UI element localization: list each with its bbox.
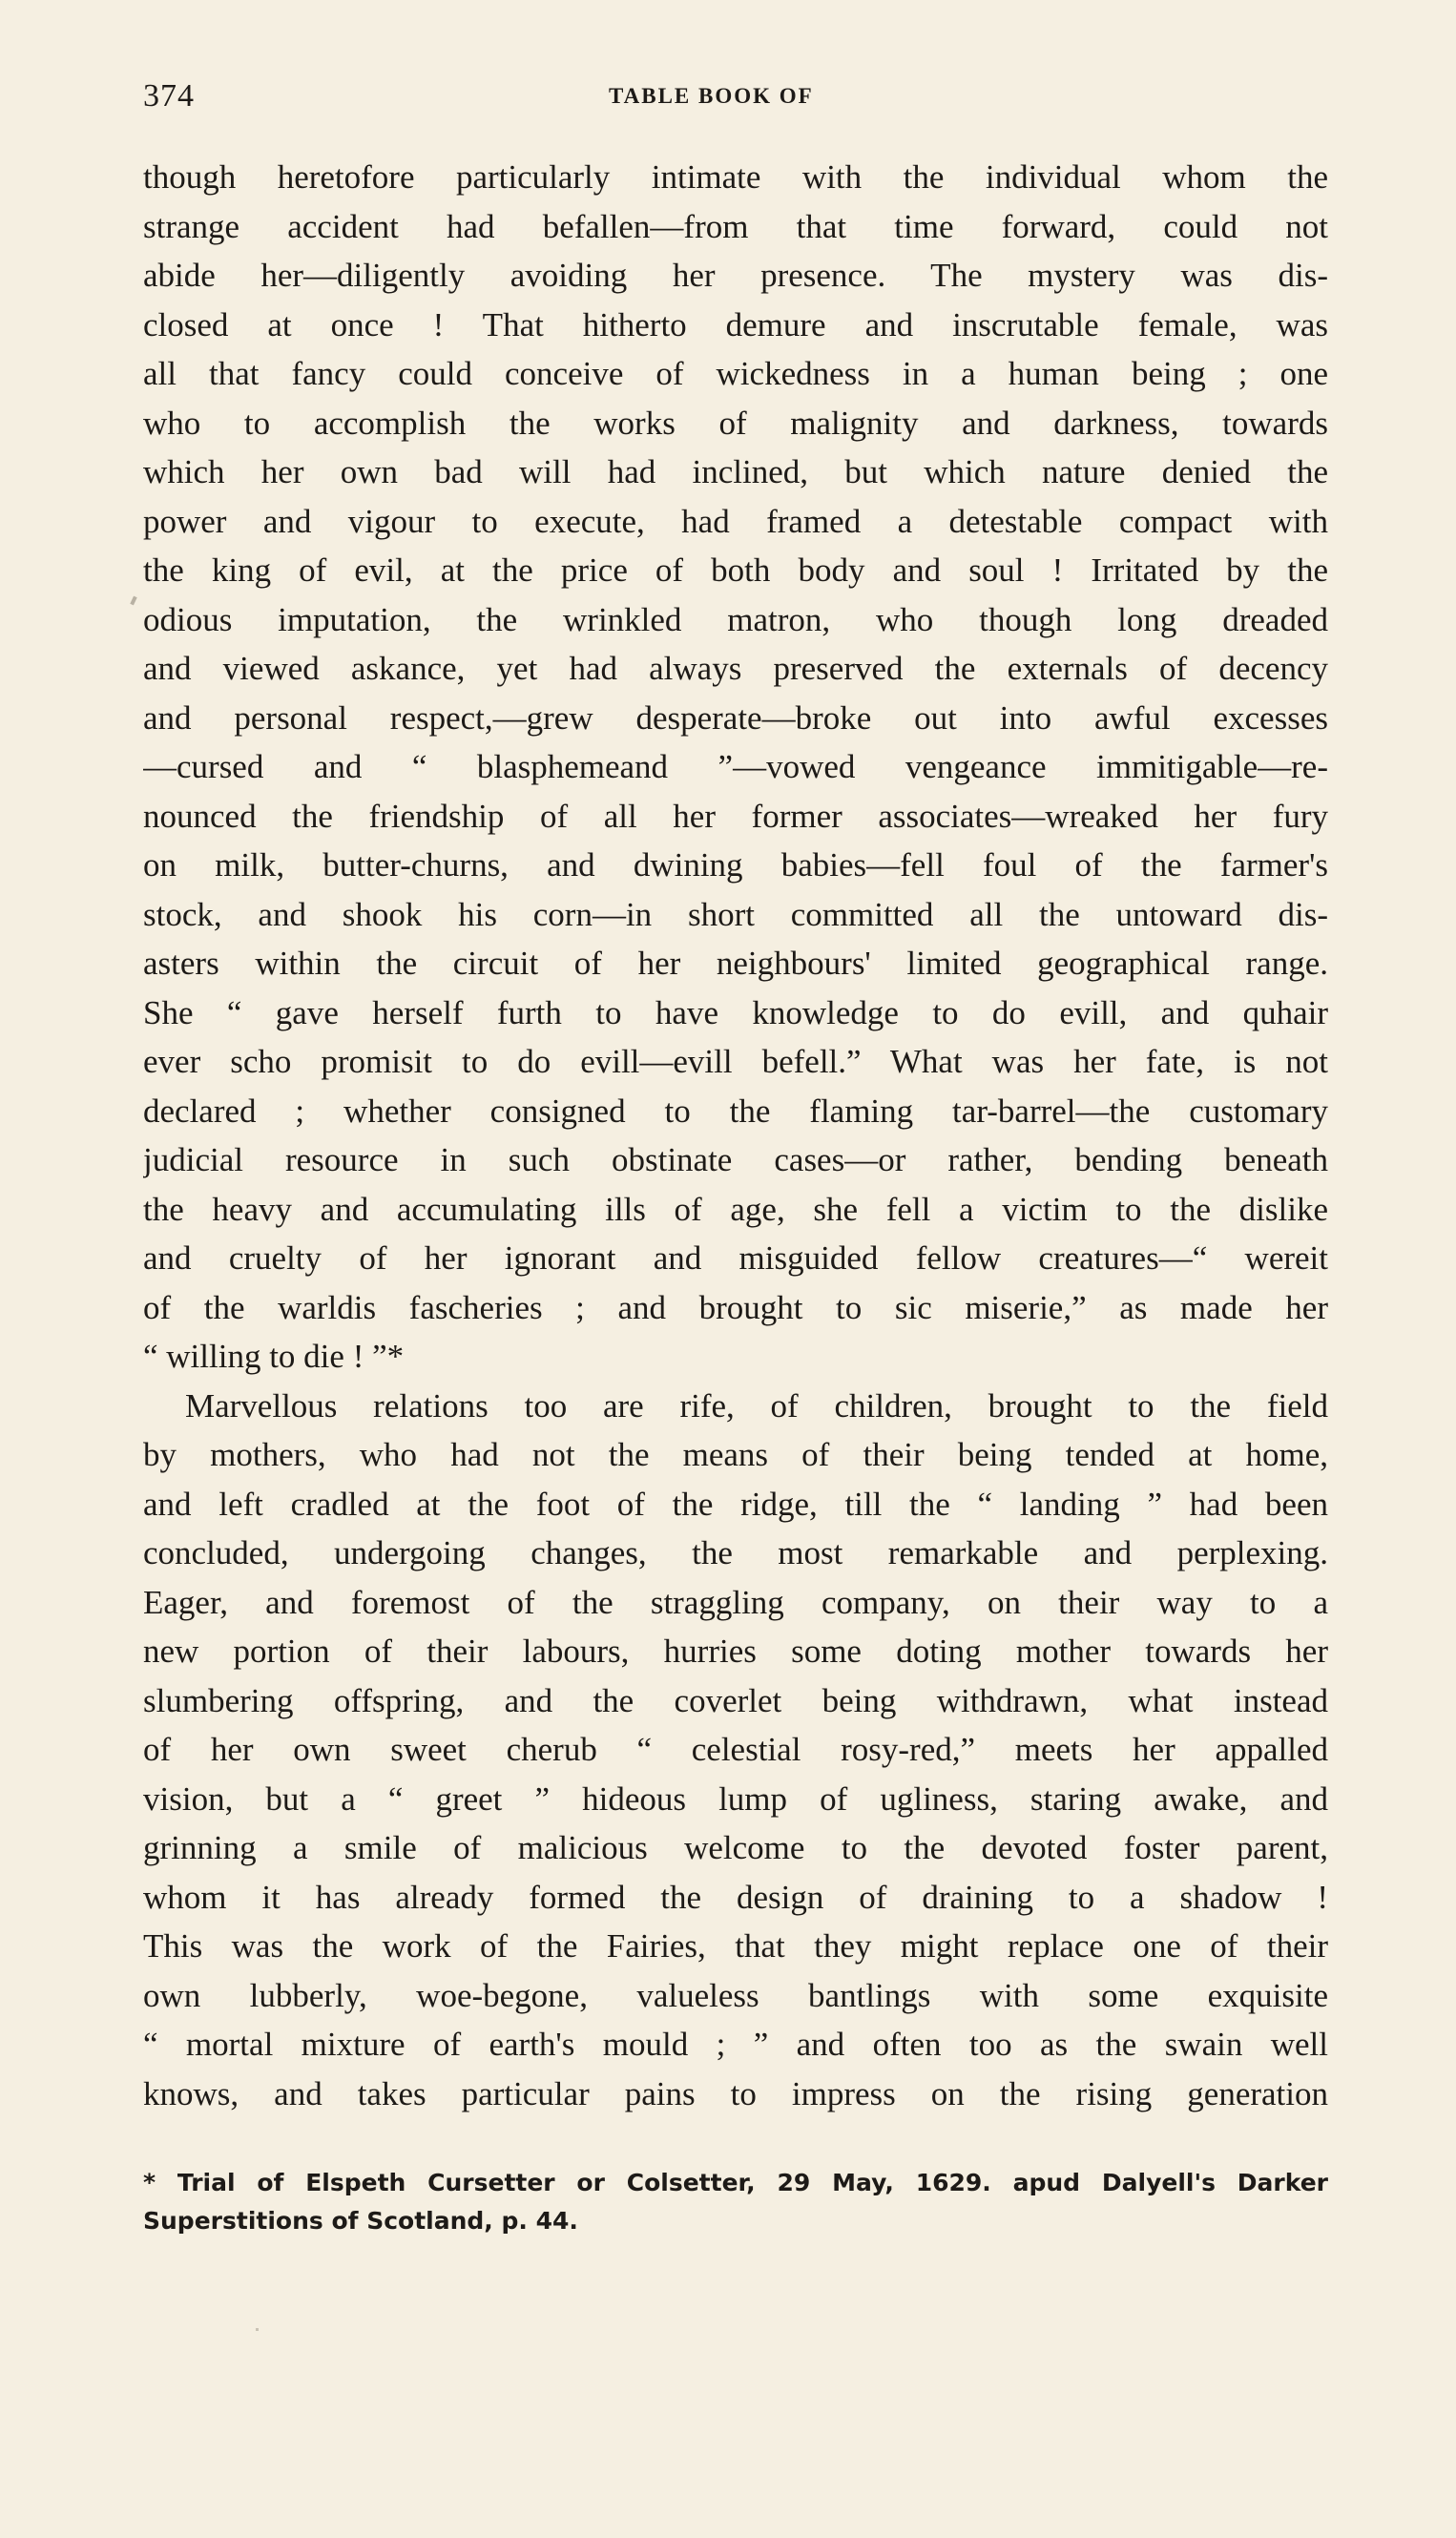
text-line: nounced the friendship of all her former associates—wreaked her fury <box>143 797 1328 835</box>
text-line: knows, and takes particular pains to impress on the rising generation <box>143 2074 1328 2112</box>
paper-speck <box>130 596 136 606</box>
text-line: concluded, undergoing changes, the most remarkable and perplexing. <box>143 1534 1328 1571</box>
text-line: all that fancy could conceive of wickedness in a human being ; one <box>143 355 1328 392</box>
text-line: strange accident had befallen—from that time forward, could not <box>143 207 1328 245</box>
text-line: vision, but a “ greet ” hideous lump of ugliness, staring awake, and <box>143 1779 1328 1818</box>
text-line: stock, and shook his corn—in short committed all the untoward dis- <box>143 895 1328 933</box>
text-line: and cruelty of her ignorant and misguided fellow creatures—“ wereit <box>143 1239 1328 1277</box>
running-head: TABLE BOOK OF <box>609 84 814 108</box>
text-line: Eager, and foremost of the straggling company, on their way to a <box>143 1583 1328 1621</box>
text-line: grinning a smile of malicious welcome to the devoted foster parent, <box>143 1829 1328 1866</box>
text-line: of her own sweet cherub “ celestial rosy-red,” meets her appalled <box>143 1731 1328 1768</box>
text-line: the king of evil, at the price of both body and soul ! Irritated by the <box>143 551 1328 589</box>
paragraph-end-line: “ willing to die ! ”* <box>143 1338 405 1375</box>
text-line: which her own bad will had inclined, but which nature denied the <box>143 453 1328 490</box>
text-line: power and vigour to execute, had framed a detestable compact with <box>143 502 1328 540</box>
text-line: judicial resource in such obstinate cases—or rather, bending beneath <box>143 1141 1328 1178</box>
text-line: by mothers, who had not the means of their being tended at home, <box>143 1436 1328 1473</box>
text-line: new portion of their labours, hurries some doting mother towards her <box>143 1633 1328 1670</box>
text-line: whom it has already formed the design of draining to a shadow ! <box>143 1878 1328 1916</box>
text-line: and viewed askance, yet had always preserved the externals of decency <box>143 650 1328 687</box>
text-line: asters within the circuit of her neighbours' limited geographical range. <box>143 945 1328 982</box>
paragraph-start-line: Marvellous relations too are rife, of children, brought to the field <box>185 1386 1328 1425</box>
text-line: declared ; whether consigned to the flaming tar-barrel—the customary <box>143 1092 1328 1130</box>
page-header <box>143 78 1326 126</box>
footnote-line: * Trial of Elspeth Cursetter or Colsetter, 29 May, 1629. apud Dalyell's Darker <box>143 2169 1328 2196</box>
page-number: 374 <box>143 78 195 114</box>
text-line: slumbering offspring, and the coverlet being withdrawn, what instead <box>143 1681 1328 1719</box>
text-line: who to accomplish the works of malignity and darkness, towards <box>143 404 1328 442</box>
footnote-line: Superstitions of Scotland, p. 44. <box>143 2207 578 2235</box>
text-line: the heavy and accumulating ills of age, she fell a victim to the dislike <box>143 1190 1328 1228</box>
text-line: This was the work of the Fairies, that they might replace one of their <box>143 1927 1328 1965</box>
text-line: on milk, butter-churns, and dwining babies—fell foul of the farmer's <box>143 846 1328 884</box>
text-line: of the warldis fascheries ; and brought to sic miserie,” as made her <box>143 1288 1328 1326</box>
body-text <box>143 153 1328 2118</box>
text-line: abide her—diligently avoiding her presence. The mystery was dis- <box>143 257 1328 294</box>
text-line: “ mortal mixture of earth's mould ; ” and often too as the swain well <box>143 2026 1328 2063</box>
paper-speck <box>256 2328 259 2331</box>
text-line: odious imputation, the wrinkled matron, who though long dreaded <box>143 600 1328 638</box>
text-line: own lubberly, woe-begone, valueless bantlings with some exquisite <box>143 1976 1328 2014</box>
text-line: ever scho promisit to do evill—evill befell.” What was her fate, is not <box>143 1043 1328 1080</box>
text-line: She “ gave herself furth to have knowledge to do evill, and quhair <box>143 993 1328 1031</box>
text-line: and personal respect,—grew desperate—broke out into awful excesses <box>143 698 1328 737</box>
text-line: and left cradled at the foot of the ridge, till the “ landing ” had been <box>143 1485 1328 1523</box>
text-line: —cursed and “ blasphemeand ”—vowed vengeance immitigable—re- <box>143 748 1328 785</box>
footnote <box>143 2164 1328 2240</box>
text-line: though heretofore particularly intimate with the individual whom the <box>143 158 1328 196</box>
text-line: closed at once ! That hitherto demure and inscrutable female, was <box>143 305 1328 343</box>
